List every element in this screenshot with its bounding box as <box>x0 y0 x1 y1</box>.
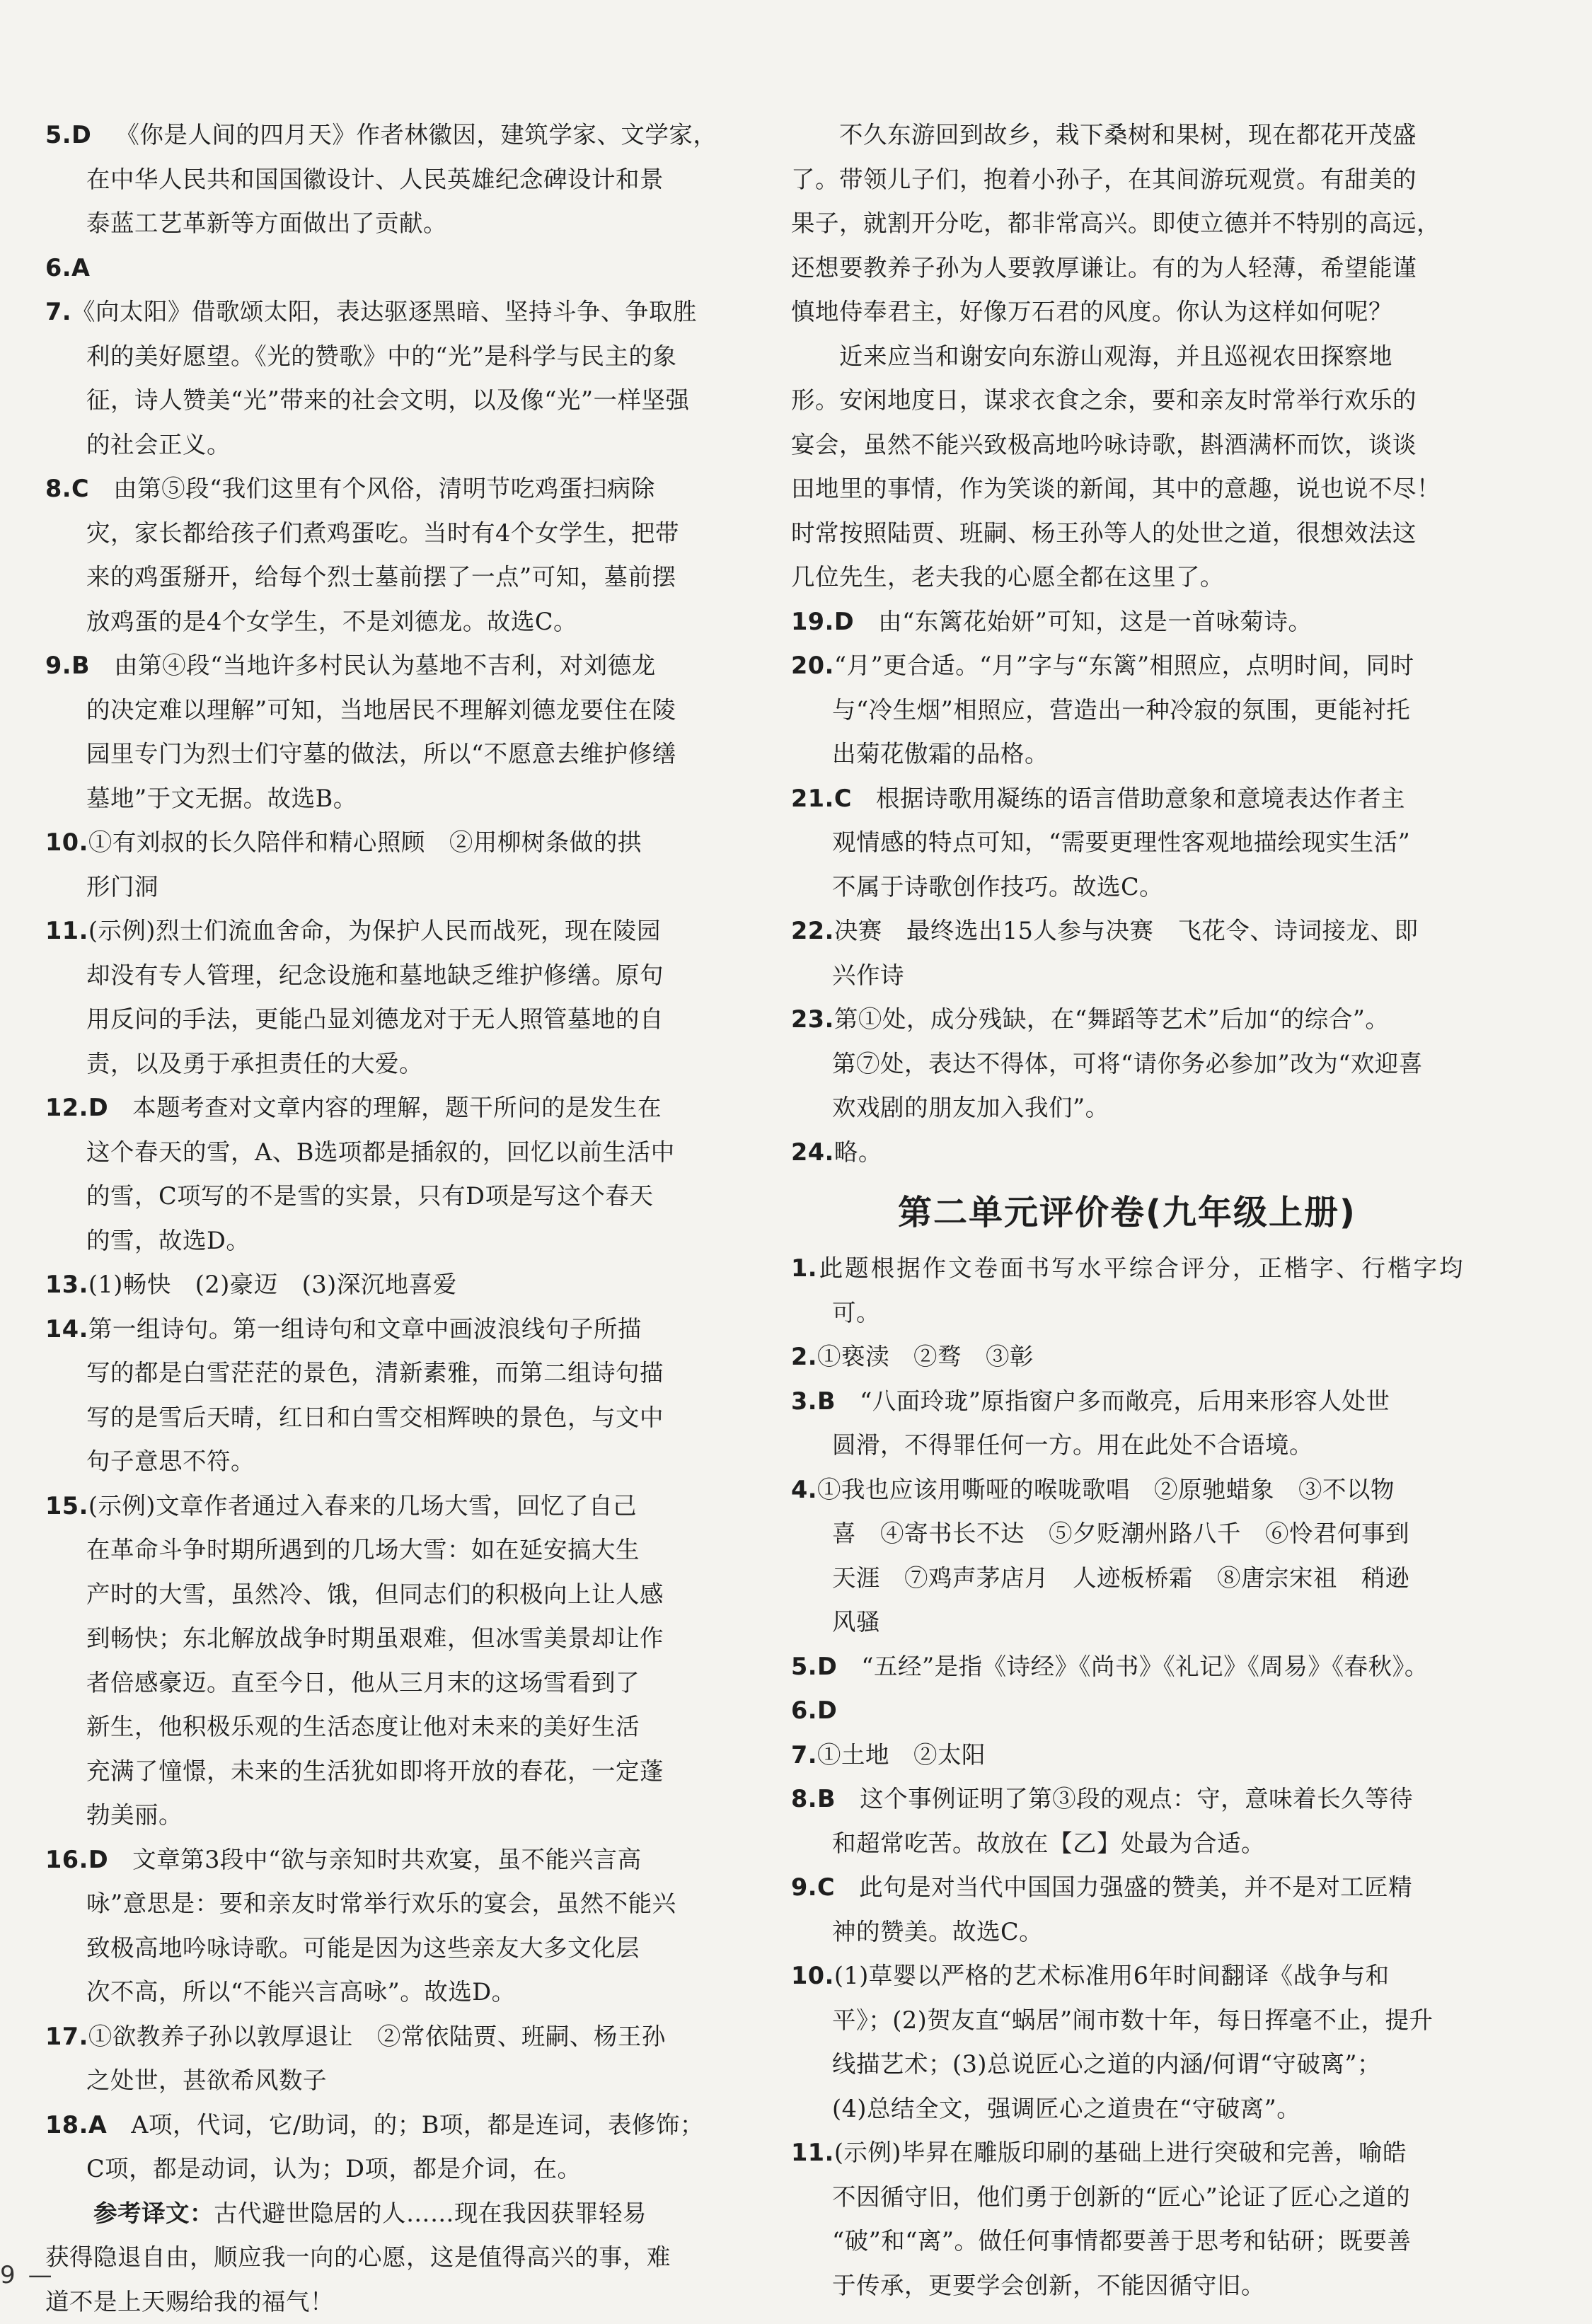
page-number-dash: — <box>28 2261 52 2289</box>
item-text: 泰蓝工艺革新等方面做出了贡献。 <box>86 209 447 237</box>
item-number: 10. <box>45 828 88 856</box>
item-number: 10. <box>791 1962 834 1989</box>
answer-item <box>45 909 717 1086</box>
answer-item <box>791 909 1463 998</box>
item-answer: D <box>817 1653 837 1680</box>
item-text: (1)畅快 (2)豪迈 (3)深沉地喜爱 <box>88 1271 457 1298</box>
item-text: 放鸡蛋的是4个女学生，不是刘德龙。故选C。 <box>86 608 577 635</box>
translation-text: 获得隐退自由，顺应我一向的心愿，这是值得高兴的事，难 <box>45 2243 671 2271</box>
right-column <box>791 113 1463 2308</box>
answer-item <box>791 1468 1463 1645</box>
item-text: “月”更合适。“月”字与“东篱”相照应，点明时间，同时 <box>834 652 1414 679</box>
answer-item <box>791 998 1463 1131</box>
translation-text: 了。带领儿子们，抱着小孙子，在其间游玩观赏。有甜美的 <box>791 166 1417 193</box>
item-text: 勃美丽。 <box>86 1801 183 1829</box>
item-number: 7. <box>791 1741 817 1769</box>
answer-item <box>791 1954 1463 2131</box>
item-number: 9. <box>791 1873 817 1901</box>
item-answer: D <box>71 121 91 149</box>
item-text: 观情感的特点可知，“需要更理性客观地描绘现实生活” <box>832 828 1410 856</box>
item-text: 形门洞 <box>86 873 158 901</box>
answer-item <box>45 1838 717 2015</box>
item-text: (示例)毕昇在雕版印刷的基础上进行突破和完善，喻皓 <box>834 2139 1407 2166</box>
item-answer: D <box>817 1696 837 1724</box>
item-text: 由第⑤段“我们这里有个风俗，清明节吃鸡蛋扫病除 <box>113 475 655 502</box>
translation-label: 参考译文： <box>93 2199 214 2227</box>
answer-item <box>45 821 717 909</box>
answer-item <box>791 1733 1463 1778</box>
item-text: ①土地 ②太阳 <box>817 1741 986 1769</box>
item-text: 兴作诗 <box>832 961 904 989</box>
item-text: 与“冷生烟”相照应，营造出一种冷寂的氛围，更能衬托 <box>832 696 1410 724</box>
translation-text: 道不是上天赐给我的福气！ <box>45 2288 334 2316</box>
answer-item <box>791 777 1463 910</box>
item-text: 线描艺术；(3)总说匠心之道的内涵/何谓“守破离”； <box>832 2050 1381 2078</box>
answer-item <box>791 1866 1463 1954</box>
item-answer: D <box>834 608 854 635</box>
item-answer: D <box>88 1846 108 1873</box>
item-answer: B <box>71 652 90 679</box>
item-answer: A <box>71 254 90 282</box>
item-text: 写的都是白雪茫茫的景色，清新素雅，而第二组诗句描 <box>86 1359 664 1387</box>
translation-text: 果子，就割开分吃，都非常高兴。即使立德并不特别的高远， <box>791 209 1441 237</box>
translation-paragraph <box>791 335 1463 600</box>
item-text: 的雪，C项写的不是雪的实景，只有D项是写这个春天 <box>86 1182 654 1210</box>
item-number: 11. <box>791 2139 834 2166</box>
item-text: 平》；(2)贺友直“蜗居”闹市数十年，每日挥毫不止，提升 <box>832 2006 1433 2034</box>
item-text: (1)草婴以严格的艺术标准用6年时间翻译《战争与和 <box>834 1962 1390 1989</box>
item-text: 咏”意思是：要和亲友时常举行欢乐的宴会，虽然不能兴 <box>86 1890 676 1917</box>
item-text: (示例)文章作者通过入春来的几场大雪，回忆了自己 <box>88 1492 637 1520</box>
item-number: 13. <box>45 1271 88 1298</box>
item-text: 句子意思不符。 <box>86 1447 255 1475</box>
answer-item <box>45 467 717 644</box>
answer-item <box>791 1777 1463 1866</box>
item-answer: C <box>834 785 852 812</box>
answer-item <box>45 1484 717 1838</box>
item-number: 15. <box>45 1492 88 1520</box>
item-text: ①亵渎 ②骛 ③彰 <box>817 1343 1034 1370</box>
item-number: 24. <box>791 1138 834 1166</box>
item-text: 墓地”于文无据。故选B。 <box>86 785 357 812</box>
item-text: 新生，他积极乐观的生活态度让他对未来的美好生活 <box>86 1713 640 1740</box>
item-text: 灾，家长都给孩子们煮鸡蛋吃。当时有4个女学生，把带 <box>86 519 679 547</box>
item-text: 的决定难以理解”可知，当地居民不理解刘德龙要住在陵 <box>86 696 676 724</box>
item-text: 本题考查对文章内容的理解，题干所问的是发生在 <box>132 1094 662 1121</box>
item-number: 21. <box>791 785 834 812</box>
item-text: 出菊花傲霜的品格。 <box>832 740 1049 768</box>
item-number: 22. <box>791 917 834 944</box>
translation-text: 几位先生，老夫我的心愿全都在这里了。 <box>791 563 1224 591</box>
item-text: 却没有专人管理，纪念设施和墓地缺乏维护修缮。原句 <box>86 961 664 989</box>
item-text: 由第④段“当地许多村民认为墓地不吉利，对刘德龙 <box>114 652 656 679</box>
item-text: 不因循守旧，他们勇于创新的“匠心”论证了匠心之道的 <box>832 2183 1410 2211</box>
item-number: 12. <box>45 1094 88 1121</box>
item-number: 4. <box>791 1476 817 1503</box>
translation-text: 宴会，虽然不能兴致极高地吟咏诗歌，斟酒满杯而饮，谈谈 <box>791 431 1417 458</box>
item-text: C项，都是动词，认为；D项，都是介词，在。 <box>86 2155 582 2183</box>
item-number: 1. <box>791 1254 817 1282</box>
item-text: 决赛 最终选出15人参与决赛 飞花令、诗词接龙、即 <box>834 917 1419 944</box>
answer-item <box>791 1247 1463 1335</box>
item-text: 略。 <box>834 1138 882 1166</box>
translation-paragraph <box>791 113 1463 335</box>
item-answer: B <box>817 1785 836 1813</box>
item-text: 致极高地吟咏诗歌。可能是因为这些亲友大多文化层 <box>86 1934 640 1962</box>
translation-text: 形。安闲地度日，谋求衣食之余，要和亲友时常举行欢乐的 <box>791 386 1417 414</box>
item-text: 于传承，更要学会创新，不能因循守旧。 <box>832 2272 1265 2299</box>
page-number <box>0 2261 52 2289</box>
item-answer: C <box>71 475 89 502</box>
item-text: ①欲教养子孙以敦厚退让 ②常依陆贾、班嗣、杨王孙 <box>88 2023 666 2050</box>
answer-item <box>45 1307 717 1484</box>
item-answer: C <box>817 1873 835 1901</box>
item-text: 神的赞美。故选C。 <box>832 1918 1043 1946</box>
answer-item <box>45 246 717 291</box>
item-text: 由“东篱花始妍”可知，这是一首咏菊诗。 <box>878 608 1312 635</box>
item-text: 第⑦处，表达不得体，可将“请你务必参加”改为“欢迎喜 <box>832 1050 1423 1077</box>
item-number: 3. <box>791 1387 817 1415</box>
item-text: 在革命斗争时期所遇到的几场大雪：如在延安搞大生 <box>86 1536 640 1563</box>
item-text: 喜 ④寄书长不达 ⑤夕贬潮州路八千 ⑥怜君何事到 <box>832 1520 1409 1547</box>
page-number-text: 9 <box>0 2261 16 2289</box>
answer-item <box>45 2103 717 2192</box>
item-number: 8. <box>45 475 71 502</box>
translation-text: 古代避世隐居的人……现在我因获罪轻易 <box>214 2199 647 2227</box>
item-text: 征，诗人赞美“光”带来的社会文明，以及像“光”一样坚强 <box>86 386 690 414</box>
answer-item <box>791 1689 1463 1733</box>
section-title: 第二单元评价卷(九年级上册) <box>791 1181 1463 1244</box>
item-text: 此题根据作文卷面书写水平综合评分，正楷字、行楷字均可。 <box>817 1254 1463 1326</box>
item-text: 用反问的手法，更能凸显刘德龙对于无人照管墓地的自 <box>86 1005 664 1033</box>
item-text: 此句是对当代中国国力强盛的赞美，并不是对工匠精 <box>859 1873 1412 1901</box>
item-number: 19. <box>791 608 834 635</box>
answer-item <box>791 1131 1463 1175</box>
item-text: A项，代词，它/助词，的；B项，都是连词，表修饰； <box>131 2111 704 2139</box>
answer-item <box>791 600 1463 644</box>
item-number: 2. <box>791 1343 817 1370</box>
item-text: 产时的大雪，虽然冷、饿，但同志们的积极向上让人感 <box>86 1580 664 1608</box>
item-number: 11. <box>45 917 88 944</box>
item-number: 9. <box>45 652 71 679</box>
item-number: 8. <box>791 1785 817 1813</box>
item-number: 5. <box>45 121 71 149</box>
item-number: 17. <box>45 2023 88 2050</box>
item-text: 的社会正义。 <box>86 431 231 458</box>
item-text: 《你是人间的四月天》作者林徽因，建筑学家、文学家， <box>115 121 717 149</box>
left-column <box>45 113 717 2324</box>
translation-text: 近来应当和谢安向东游山观海，并且巡视农田探察地 <box>839 342 1392 370</box>
answer-item <box>791 1645 1463 1689</box>
item-number: 16. <box>45 1846 88 1873</box>
translation-text: 不久东游回到故乡，栽下桑树和果树，现在都花开茂盛 <box>839 121 1417 149</box>
item-text: “五经”是指《诗经》《尚书》《礼记》《周易》《春秋》。 <box>861 1653 1429 1680</box>
item-text: 充满了憧憬，未来的生活犹如即将开放的春花，一定蓬 <box>86 1757 664 1785</box>
answer-item <box>45 644 717 821</box>
item-number: 6. <box>45 254 71 282</box>
item-text: 这个春天的雪，A、B选项都是插叙的，回忆以前生活中 <box>86 1138 675 1166</box>
item-text: (示例)烈士们流血舍命，为保护人民而战死，现在陵园 <box>88 917 661 944</box>
item-number: 6. <box>791 1696 817 1724</box>
translation-text: 还想要教养子孙为人要敦厚谦让。有的为人轻薄，希望能谨 <box>791 254 1417 282</box>
item-text: 之处世，甚欲希风数子 <box>86 2066 327 2094</box>
item-text: 这个事例证明了第③段的观点：守，意味着长久等待 <box>860 1785 1413 1813</box>
item-text: 在中华人民共和国国徽设计、人民英雄纪念碑设计和景 <box>86 166 664 193</box>
item-text: 责，以及勇于承担责任的大爱。 <box>86 1050 423 1077</box>
item-text: 次不高，所以“不能兴言高咏”。故选D。 <box>86 1978 516 2006</box>
item-text: 和超常吃苦。故放在【乙】处最为合适。 <box>832 1829 1265 1857</box>
item-text: 园里专门为烈士们守墓的做法，所以“不愿意去维护修缮 <box>86 740 676 768</box>
item-answer: B <box>817 1387 836 1415</box>
item-text: 文章第3段中“欲与亲知时共欢宴，虽不能兴言高 <box>132 1846 641 1873</box>
item-text: 不属于诗歌创作技巧。故选C。 <box>832 873 1163 901</box>
item-text: 利的美好愿望。《光的赞歌》中的“光”是科学与民主的象 <box>86 342 677 370</box>
item-text: 者倍感豪迈。直至今日，他从三月末的这场雪看到了 <box>86 1669 640 1696</box>
item-text: 欢戏剧的朋友加入我们”。 <box>832 1094 1109 1121</box>
item-text: 根据诗歌用凝练的语言借助意象和意境表达作者主 <box>876 785 1405 812</box>
answer-item <box>45 1263 717 1307</box>
answer-item <box>791 2131 1463 2308</box>
item-text: 到畅快；东北解放战争时期虽艰难，但冰雪美景却让作 <box>86 1624 664 1652</box>
answer-item <box>791 644 1463 777</box>
item-text: 第一组诗句。第一组诗句和文章中画波浪线句子所描 <box>88 1315 642 1343</box>
item-text: “破”和“离”。做任何事情都要善于思考和钻研；既要善 <box>832 2227 1412 2255</box>
item-text: 《向太阳》借歌颂太阳，表达驱逐黑暗、坚持斗争、争取胜 <box>71 298 697 325</box>
answer-item <box>45 2015 717 2103</box>
item-text: ①有刘叔的长久陪伴和精心照顾 ②用柳树条做的拱 <box>88 828 642 856</box>
item-text: (4)总结全文，强调匠心之道贵在“守破离”。 <box>832 2095 1300 2122</box>
answer-item <box>45 1086 717 1263</box>
item-text: 的雪，故选D。 <box>86 1227 250 1254</box>
item-answer: A <box>88 2111 107 2139</box>
translation-text: 田地里的事情，作为笑谈的新闻，其中的意趣，说也说不尽！ <box>791 475 1441 502</box>
item-text: 写的是雪后天晴，红日和白雪交相辉映的景色，与文中 <box>86 1404 664 1431</box>
item-text: 来的鸡蛋掰开，给每个烈士墓前摆了一点”可知，墓前摆 <box>86 563 676 591</box>
item-number: 23. <box>791 1005 834 1033</box>
item-text: “八面玲珑”原指窗户多而敞亮，后用来形容人处世 <box>860 1387 1390 1415</box>
item-text: 圆滑，不得罪任何一方。用在此处不合语境。 <box>832 1431 1313 1459</box>
item-text: 天涯 ⑦鸡声茅店月 人迹板桥霜 ⑧唐宗宋祖 稍逊 <box>832 1564 1409 1592</box>
answer-item <box>45 113 717 246</box>
item-number: 20. <box>791 652 834 679</box>
translation-text: 时常按照陆贾、班嗣、杨王孙等人的处世之道，很想效法这 <box>791 519 1417 547</box>
item-number: 5. <box>791 1653 817 1680</box>
answer-item <box>791 1335 1463 1380</box>
item-number: 7. <box>45 298 71 325</box>
answer-item <box>45 290 717 467</box>
item-number: 18. <box>45 2111 88 2139</box>
item-text: 第①处，成分残缺，在“舞蹈等艺术”后加“的综合”。 <box>834 1005 1390 1033</box>
item-answer: D <box>88 1094 108 1121</box>
translation-text: 慎地侍奉君主，好像万石君的风度。你认为这样如何呢？ <box>791 298 1392 325</box>
item-text: 风骚 <box>832 1608 880 1636</box>
item-text: ①我也应该用嘶哑的喉咙歌唱 ②原驰蜡象 ③不以物 <box>817 1476 1395 1503</box>
answer-item <box>791 1380 1463 1468</box>
item-number: 14. <box>45 1315 88 1343</box>
